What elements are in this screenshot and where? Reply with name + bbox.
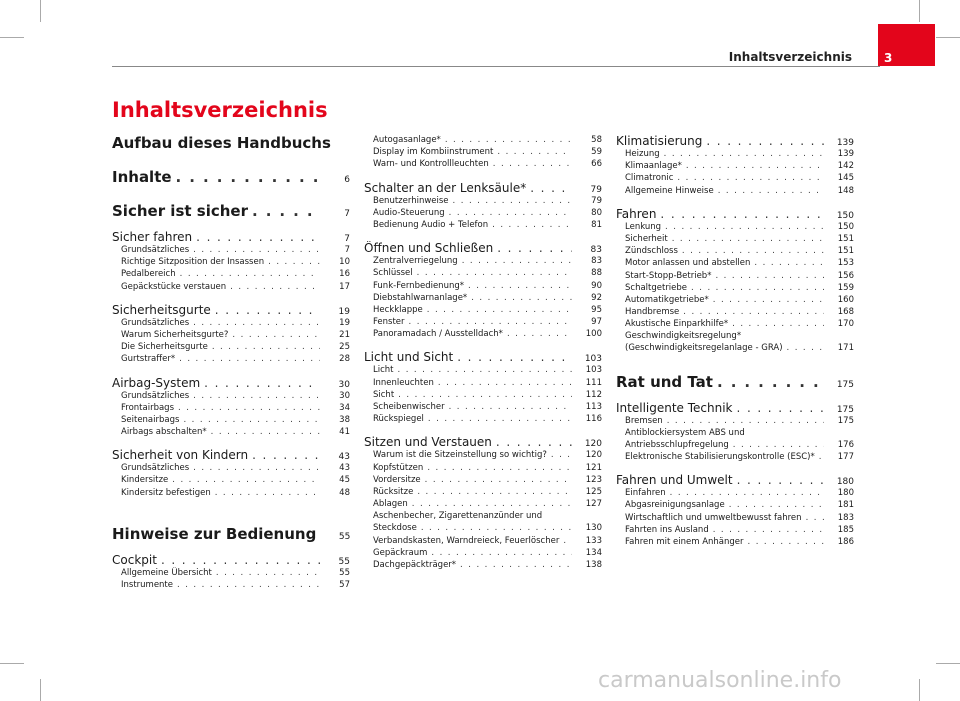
toc-entry[interactable]: Heckklappe . . . 95 [364,304,602,316]
toc-entry[interactable]: Warum Sicherheitsgurte? . . . 21 [112,329,350,341]
toc-entry[interactable]: Schaltgetriebe . . . 159 [616,282,854,294]
toc-entry[interactable]: Lenkung . . . 150 [616,221,854,233]
toc-entry[interactable]: Warn- und Kontrollleuchten . . . 66 [364,158,602,170]
toc-entry[interactable]: Panoramadach / Ausstelldach* . . . 100 [364,328,602,340]
toc-entry[interactable]: Allgemeine Hinweise . . . 148 [616,185,854,197]
toc-entry[interactable]: Ablagen . . . 127 [364,498,602,510]
toc-entry[interactable]: Kindersitz befestigen . . . 48 [112,487,350,499]
header-rule [112,66,880,67]
toc-chapter[interactable]: Inhalte . . . 6 [112,168,350,186]
toc-entry[interactable]: Fenster . . . 97 [364,316,602,328]
toc-entry[interactable]: Richtige Sitzposition der Insassen . . . 10 [112,256,350,268]
toc-entry[interactable]: Gurtstraffer* . . . 28 [112,353,350,365]
toc-section[interactable]: Airbag-System . . . 30 [112,376,350,390]
crop-mark [40,679,41,701]
toc-entry[interactable]: Instrumente . . . 57 [112,579,350,591]
toc-entry[interactable]: Sicht . . . 112 [364,389,602,401]
page-number-tab [878,24,935,66]
toc-section[interactable]: Öffnen und Schließen . . . 83 [364,241,602,255]
toc-entry[interactable]: Verbandskasten, Warndreieck, Feuerlöscher . . . 133 [364,535,602,547]
toc-entry[interactable]: Airbags abschalten* . . . 41 [112,426,350,438]
toc-entry[interactable]: Climatronic . . . 145 [616,172,854,184]
toc-entry[interactable]: Antriebsschlupfregelung . . . 176 [616,439,854,451]
toc-entry[interactable]: Sicherheit . . . 151 [616,233,854,245]
toc-chapter[interactable]: Aufbau dieses Handbuchs . . . [112,134,350,152]
toc-entry[interactable]: Autogasanlage* . . . 58 [364,134,602,146]
crop-mark [936,663,960,664]
crop-mark [0,663,24,664]
toc-entry[interactable]: Benutzerhinweise . . . 79 [364,195,602,207]
toc-entry[interactable]: Bremsen . . . 175 [616,415,854,427]
toc-entry[interactable]: Grundsätzliches . . . 30 [112,390,350,402]
toc-section[interactable]: Sicherheitsgurte . . . 19 [112,303,350,317]
toc-entry[interactable]: Motor anlassen und abstellen . . . 153 [616,257,854,269]
toc-section[interactable]: Fahren und Umwelt . . . 180 [616,473,854,487]
toc-entry[interactable]: Bedienung Audio + Telefon . . . 81 [364,219,602,231]
toc-entry[interactable]: Fahrten ins Ausland . . . 185 [616,524,854,536]
toc-chapter[interactable]: Rat und Tat . . . 175 [616,373,854,391]
toc-column-1 [112,134,350,591]
running-header: Inhaltsverzeichnis [728,50,852,64]
toc-entry[interactable]: Grundsätzliches . . . 43 [112,462,350,474]
crop-mark [919,679,920,701]
toc-entry[interactable]: Start-Stopp-Betrieb* . . . 156 [616,270,854,282]
toc-entry[interactable]: Scheibenwischer . . . 113 [364,401,602,413]
toc-entry[interactable]: (Geschwindigkeitsregelanlage - GRA) . . . 171 [616,342,854,354]
toc-entry[interactable]: Zündschloss . . . 151 [616,245,854,257]
toc-entry[interactable]: Schlüssel . . . 88 [364,267,602,279]
toc-entry[interactable]: Seitenairbags . . . 38 [112,414,350,426]
toc-column-3 [616,134,854,548]
toc-section[interactable]: Sicher fahren . . . 7 [112,230,350,244]
toc-entry[interactable]: Grundsätzliches . . . 19 [112,317,350,329]
crop-mark [0,37,24,38]
toc-entry-line: Antiblockiersystem ABS und [625,427,745,438]
toc-entry[interactable]: Einfahren . . . 180 [616,487,854,499]
toc-section[interactable]: Licht und Sicht . . . 103 [364,350,602,364]
toc-entry[interactable]: Pedalbereich . . . 16 [112,268,350,280]
toc-chapter[interactable]: Sicher ist sicher . . . 7 [112,202,350,220]
toc-entry[interactable]: Wirtschaftlich und umweltbewusst fahren . . . 183 [616,512,854,524]
toc-entry-line: Geschwindigkeitsregelung* [625,331,742,342]
toc-entry[interactable]: Zentralverriegelung . . . 83 [364,255,602,267]
toc-entry[interactable]: Die Sicherheitsgurte . . . 25 [112,341,350,353]
toc-entry[interactable]: Kindersitze . . . 45 [112,474,350,486]
toc-chapter[interactable]: Hinweise zur Bedienung . . . 55 [112,525,350,543]
crop-mark [936,37,960,38]
toc-entry[interactable]: Abgasreinigungsanlage . . . 181 [616,499,854,511]
toc-entry[interactable]: Steckdose . . . 130 [364,522,602,534]
toc-column-2 [364,134,602,571]
toc-section[interactable]: Schalter an der Lenksäule* . . . 79 [364,181,602,195]
toc-entry[interactable]: Licht . . . 103 [364,364,602,376]
toc-entry[interactable]: Handbremse . . . 168 [616,306,854,318]
toc-entry[interactable]: Akustische Einparkhilfe* . . . 170 [616,318,854,330]
toc-entry[interactable]: Automatikgetriebe* . . . 160 [616,294,854,306]
toc-entry[interactable]: Diebstahlwarnanlage* . . . 92 [364,292,602,304]
toc-entry[interactable]: Elektronische Stabilisierungskontrolle (ESC)* . . . 177 [616,451,854,463]
toc-entry[interactable]: Gepäckstücke verstauen . . . 17 [112,281,350,293]
crop-mark [40,0,41,22]
toc-section[interactable]: Sicherheit von Kindern . . . 43 [112,448,350,462]
toc-entry[interactable]: Dachgepäckträger* . . . 138 [364,559,602,571]
toc-section[interactable]: Klimatisierung . . . 139 [616,134,854,148]
page-number: 3 [884,51,893,65]
toc-section[interactable]: Intelligente Technik . . . 175 [616,401,854,415]
toc-entry[interactable]: Grundsätzliches . . . 7 [112,244,350,256]
toc-entry[interactable]: Rücksitze . . . 125 [364,486,602,498]
toc-entry[interactable]: Warum ist die Sitzeinstellung so wichtig? . . . 120 [364,449,602,461]
toc-entry[interactable]: Vordersitze . . . 123 [364,474,602,486]
toc-entry[interactable]: Klimaanlage* . . . 142 [616,160,854,172]
toc-entry[interactable]: Kopfstützen . . . 121 [364,462,602,474]
toc-entry[interactable]: Innenleuchten . . . 111 [364,377,602,389]
toc-entry[interactable]: Funk-Fernbedienung* . . . 90 [364,280,602,292]
toc-entry[interactable]: Allgemeine Übersicht . . . 55 [112,567,350,579]
toc-entry[interactable]: Gepäckraum . . . 134 [364,547,602,559]
toc-section[interactable]: Fahren . . . 150 [616,207,854,221]
toc-entry[interactable]: Heizung . . . 139 [616,148,854,160]
toc-entry-line: Aschenbecher, Zigarettenanzünder und [373,511,543,522]
toc-entry[interactable]: Frontairbags . . . 34 [112,402,350,414]
toc-entry[interactable]: Rückspiegel . . . 116 [364,413,602,425]
toc-entry[interactable]: Fahren mit einem Anhänger . . . 186 [616,536,854,548]
watermark: carmanualsonline.info [598,668,842,693]
page-title: Inhaltsverzeichnis [112,98,328,122]
toc-section[interactable]: Cockpit . . . 55 [112,553,350,567]
toc-entry[interactable]: Audio-Steuerung . . . 80 [364,207,602,219]
toc-entry[interactable]: Display im Kombiinstrument . . . 59 [364,146,602,158]
toc-section[interactable]: Sitzen und Verstauen . . . 120 [364,435,602,449]
crop-mark [919,0,920,22]
